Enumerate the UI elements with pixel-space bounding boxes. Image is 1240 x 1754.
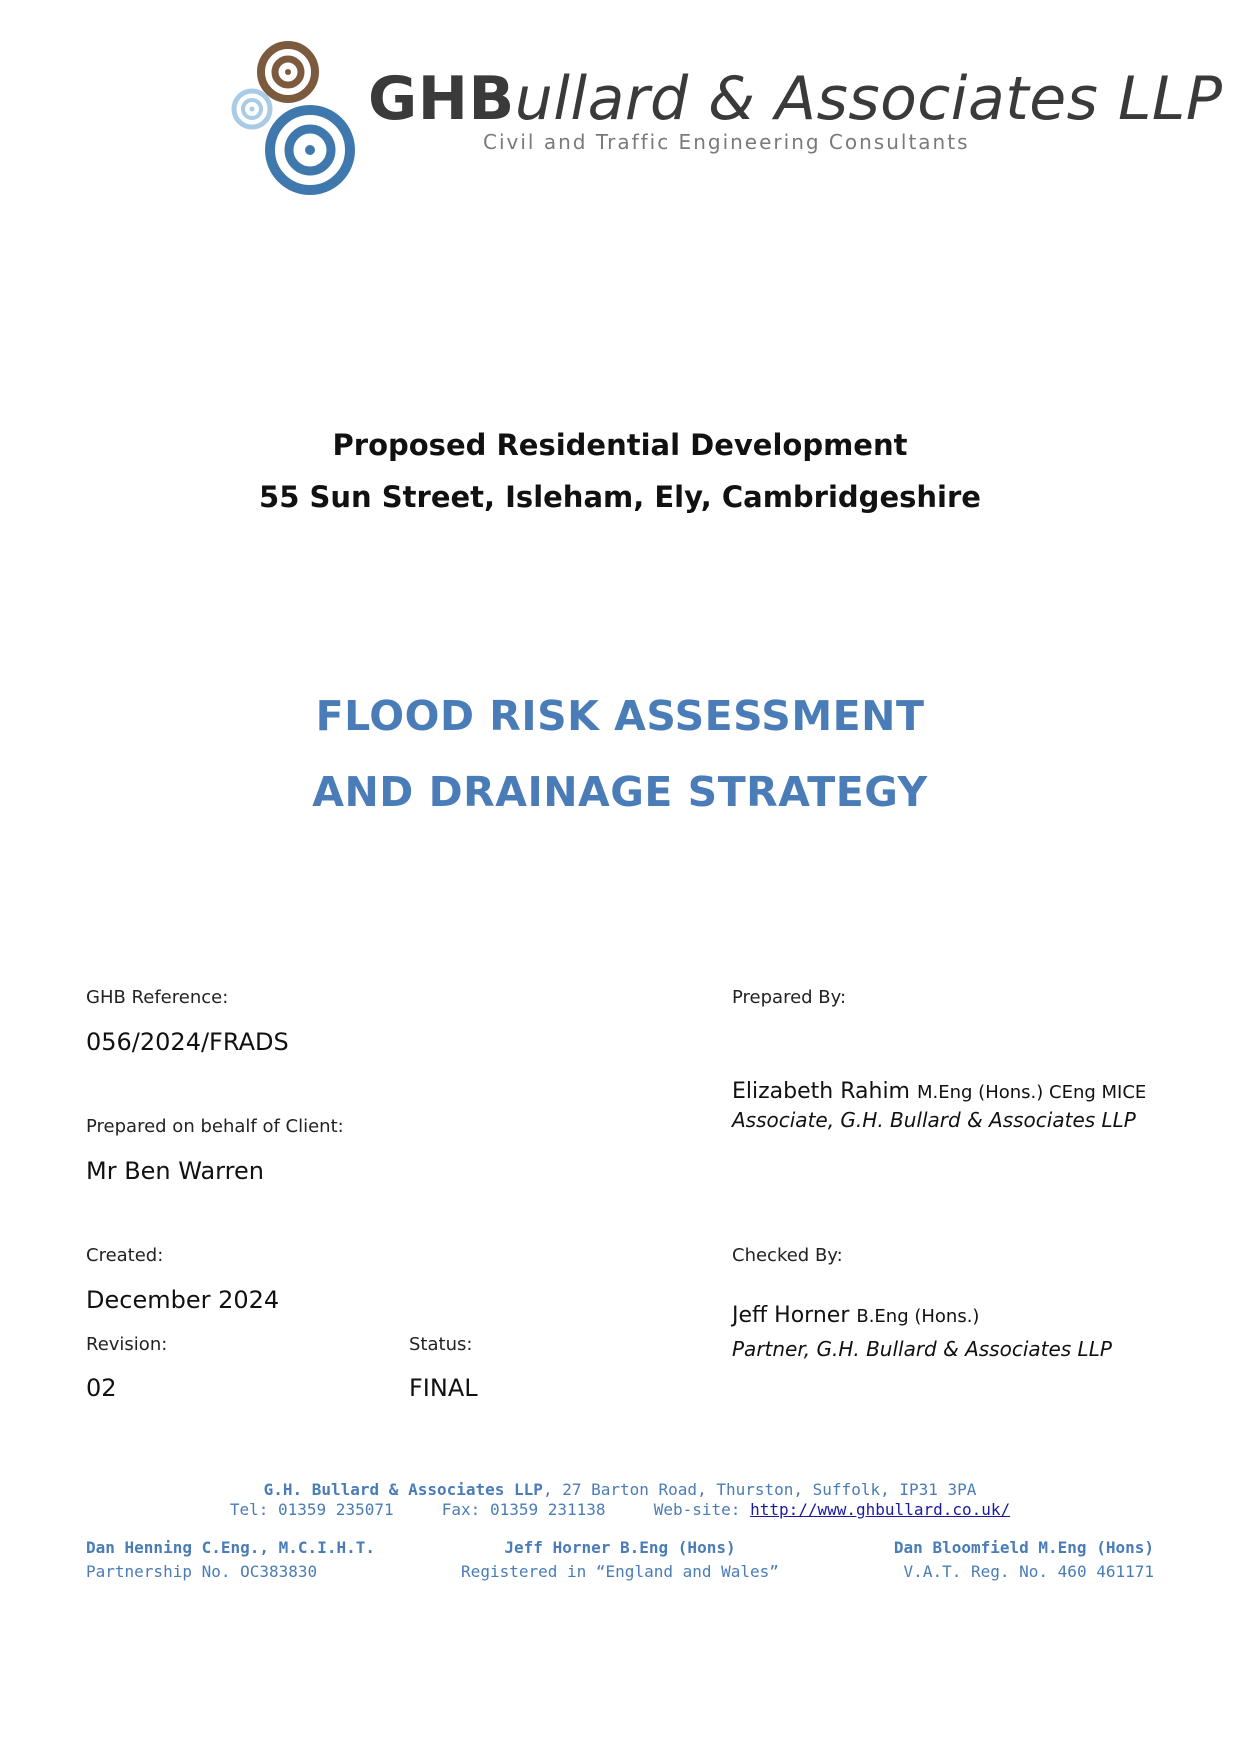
footer-address-line (0, 1480, 1240, 1499)
checked-by-role: Partner, G.H. Bullard & Associates LLP (732, 1337, 1112, 1361)
partner-3-name: Dan Bloomfield M.Eng (Hons) (893, 1538, 1154, 1557)
brand-name (368, 64, 1223, 134)
checked-by-name (732, 1303, 979, 1328)
partner-2-name: Jeff Horner B.Eng (Hons) (504, 1538, 736, 1557)
ghb-reference-label: GHB Reference: (86, 987, 229, 1008)
revision-label: Revision: (86, 1334, 168, 1355)
status-label: Status: (409, 1334, 473, 1355)
footer-web-link[interactable]: http://www.ghbullard.co.uk/ (750, 1500, 1011, 1519)
prepared-by-quals: M.Eng (Hons.) CEng MICE (917, 1082, 1147, 1103)
footer-address: , 27 Barton Road, Thurston, Suffolk, IP31 3PA (542, 1480, 977, 1499)
footer-tel: Tel: 01359 235071 (229, 1500, 394, 1519)
brand-name-initials: GHB (368, 64, 515, 134)
footer-fax: Fax: 01359 231138 (441, 1500, 606, 1519)
partner-3-note: V.A.T. Reg. No. 460 461171 (903, 1562, 1154, 1581)
project-address: 55 Sun Street, Isleham, Ely, Cambridgeshire (259, 480, 981, 514)
created-label: Created: (86, 1245, 164, 1266)
partner-2-note: Registered in “England and Wales” (461, 1562, 779, 1581)
prepared-by-name (732, 1079, 1146, 1104)
created-value: December 2024 (86, 1286, 280, 1314)
brand-tagline: Civil and Traffic Engineering Consultants (483, 130, 970, 154)
status-value: FINAL (409, 1374, 478, 1402)
partner-1-note: Partnership No. OC383830 (86, 1562, 318, 1581)
prepared-by-label: Prepared By: (732, 987, 847, 1008)
client-label: Prepared on behalf of Client: (86, 1116, 344, 1137)
logo-rings-icon (228, 40, 368, 200)
prepared-by-role: Associate, G.H. Bullard & Associates LLP (732, 1108, 1136, 1132)
checked-by-name-text: Jeff Horner (732, 1303, 850, 1328)
footer-company: G.H. Bullard & Associates LLP (263, 1480, 543, 1499)
brand-name-rest: ullard & Associates LLP (514, 64, 1223, 134)
partner-1-name: Dan Henning C.Eng., M.C.I.H.T. (86, 1538, 375, 1557)
report-title-line1: FLOOD RISK ASSESSMENT (315, 692, 925, 740)
client-value: Mr Ben Warren (86, 1157, 264, 1185)
checked-by-label: Checked By: (732, 1245, 843, 1266)
report-title-line2: AND DRAINAGE STRATEGY (312, 768, 928, 816)
prepared-by-name-text: Elizabeth Rahim (732, 1079, 910, 1104)
footer-contact-line (0, 1500, 1240, 1519)
footer-web-label: Web-site: (653, 1500, 741, 1519)
project-title: Proposed Residential Development (332, 428, 908, 462)
revision-value: 02 (86, 1374, 117, 1402)
ghb-reference-value: 056/2024/FRADS (86, 1028, 289, 1056)
checked-by-quals: B.Eng (Hons.) (856, 1306, 980, 1327)
